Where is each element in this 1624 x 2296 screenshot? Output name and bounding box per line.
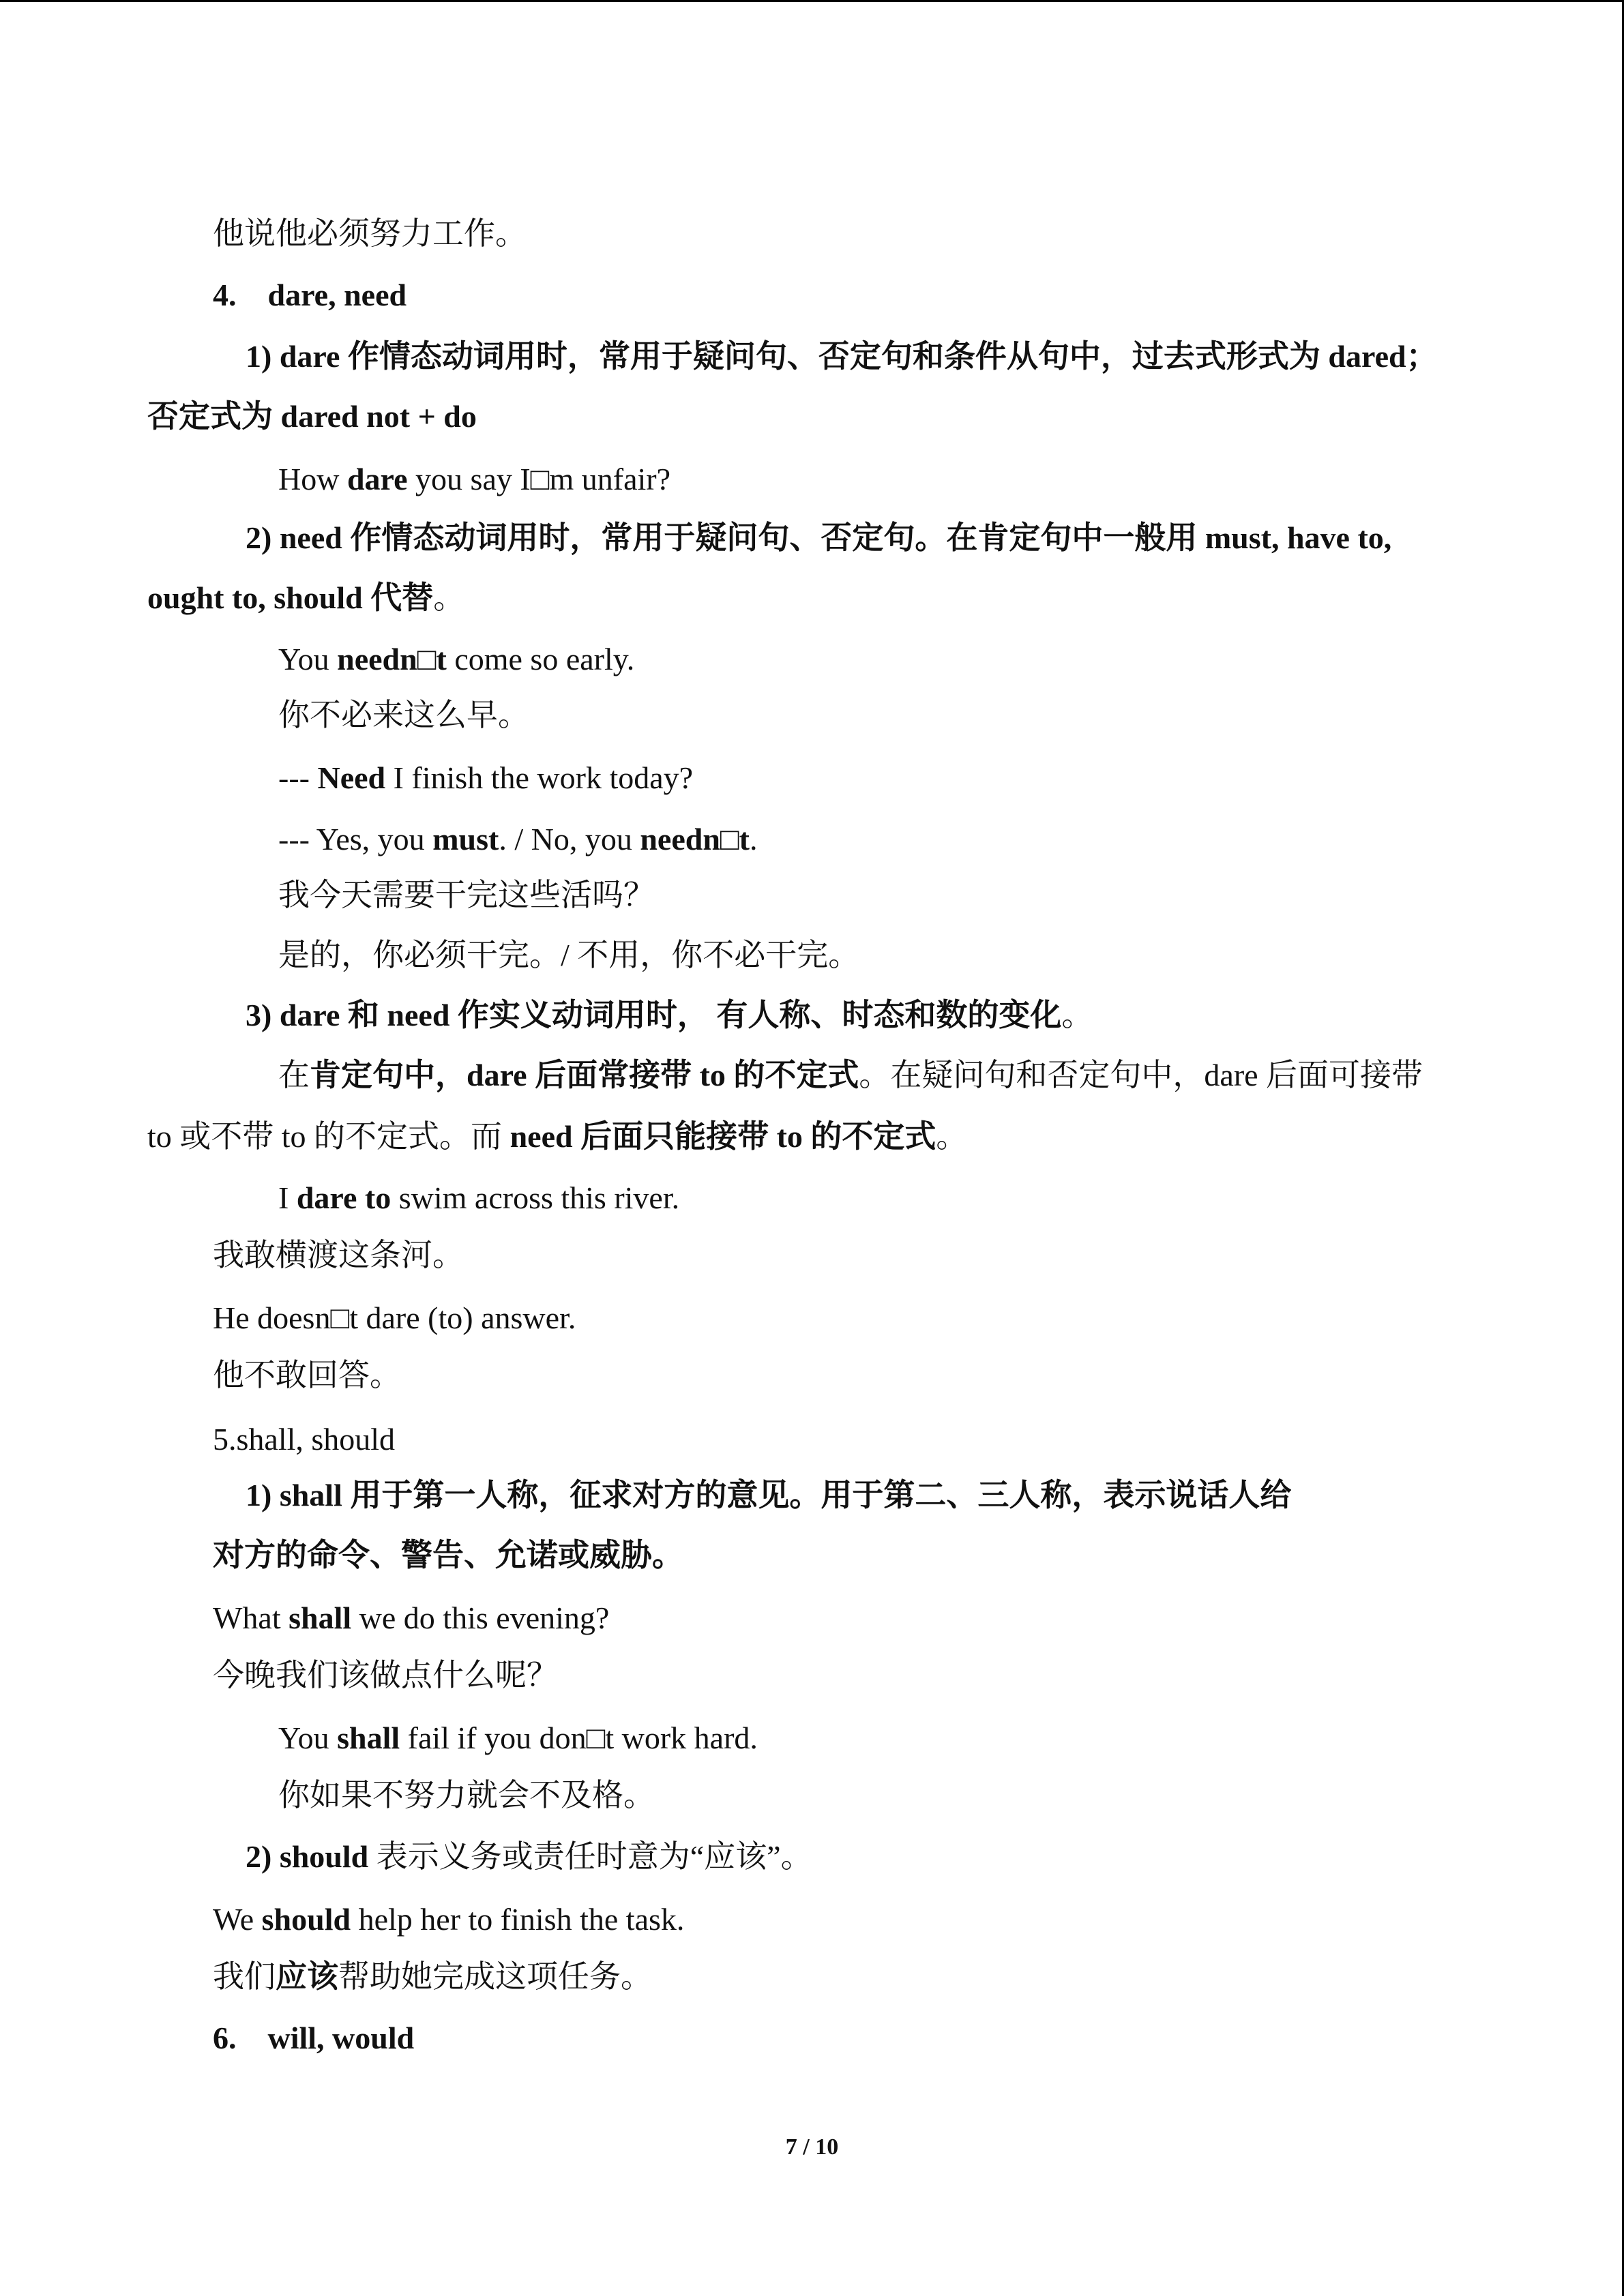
text-line: 他说他必须努力工作。	[213, 216, 527, 251]
section-heading-5: 5.shall, should	[213, 1422, 396, 1457]
example-translation: 是的，你必须干完。/ 不用，你不必干完。	[278, 938, 860, 972]
example-translation: 他不敢回答。	[213, 1358, 401, 1392]
example-sentence: He doesn□t dare (to) answer.	[213, 1300, 576, 1335]
example-translation: 你如果不努力就会不及格。	[278, 1778, 655, 1813]
paragraph-dare-need-3: 3) dare 和 need 作实义动词用时， 有人称、时态和数的变化。	[246, 998, 1093, 1032]
example-sentence: --- Yes, you must. / No, you needn□t.	[278, 822, 758, 856]
example-translation: 你不必来这么早。	[278, 698, 529, 732]
paragraph-infinitive-1: 在肯定句中，dare 后面常接带 to 的不定式。在疑问句和否定句中，dare 后面可接带	[278, 1058, 1423, 1092]
paragraph-should: 2) should 表示义务或责任时意为“应该”。	[246, 1839, 812, 1874]
example-sentence: What shall we do this evening?	[213, 1600, 610, 1635]
paragraph-dare-2: 否定式为 dared not + do	[147, 399, 477, 434]
section-heading-6: 6. will, would	[213, 2021, 415, 2055]
example-sentence: You shall fail if you don□t work hard.	[278, 1720, 758, 1755]
paragraph-infinitive-2: to 或不带 to 的不定式。而 need 后面只能接带 to 的不定式。	[147, 1119, 968, 1154]
paragraph-need-1: 2) need 作情态动词用时，常用于疑问句、否定句。在肯定句中一般用 must, have to,	[246, 520, 1392, 555]
example-sentence: How dare you say I□m unfair?	[278, 462, 670, 496]
example-sentence: We should help her to finish the task.	[213, 1902, 685, 1937]
example-translation: 我今天需要干完这些活吗？	[278, 878, 655, 912]
example-translation: 我们应该帮助她完成这项任务。	[213, 1959, 652, 1994]
top-border	[0, 0, 1624, 2]
example-sentence: I dare to swim across this river.	[278, 1180, 680, 1215]
example-translation: 我敢横渡这条河。	[213, 1238, 464, 1272]
paragraph-dare-1: 1) dare 作情态动词用时，常用于疑问句、否定句和条件从句中，过去式形式为 dared；	[246, 339, 1438, 374]
paragraph-shall-1: 1) shall 用于第一人称，征求对方的意见。用于第二、三人称，表示说话人给	[246, 1478, 1292, 1512]
example-sentence: You needn□t come so early.	[278, 642, 635, 676]
page-number: 7 / 10	[785, 2134, 839, 2160]
example-sentence: --- Need I finish the work today?	[278, 760, 694, 795]
paragraph-need-2: ought to, should 代替。	[147, 580, 465, 615]
example-translation: 今晚我们该做点什么呢？	[213, 1658, 558, 1693]
section-heading-4: 4. dare, need	[213, 278, 407, 312]
paragraph-shall-2: 对方的命令、警告、允诺或威胁。	[213, 1538, 683, 1572]
